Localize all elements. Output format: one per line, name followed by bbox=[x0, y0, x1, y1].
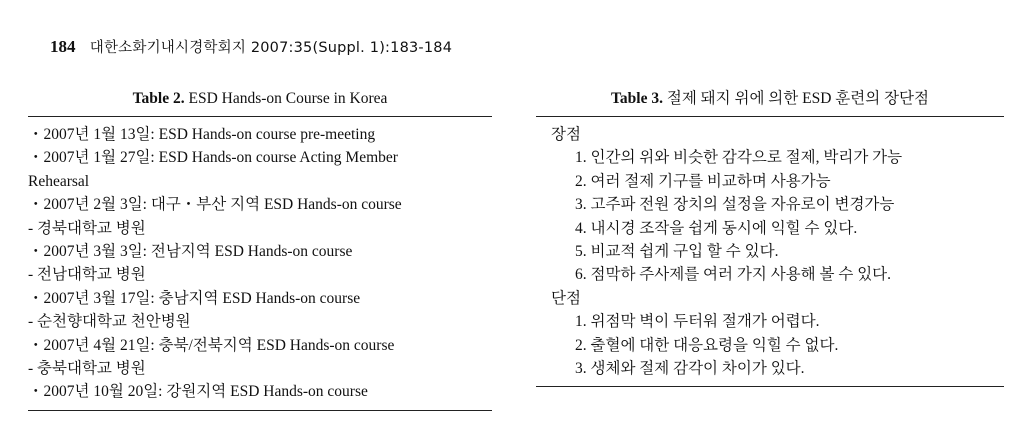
table-2-row: ・2007년 4월 21일: 충북/전북지역 ESD Hands-on course bbox=[28, 336, 395, 354]
pros-item: 2. 여러 절제 기구를 비교하며 사용가능 bbox=[575, 172, 831, 190]
table-3-caption bbox=[536, 88, 1004, 116]
pros-heading: 장점 bbox=[551, 126, 581, 143]
cons-heading: 단점 bbox=[551, 289, 581, 307]
table-2 bbox=[28, 88, 492, 411]
table-2-caption-label: Table 2. bbox=[132, 90, 185, 107]
table-2-row-continuation: Rehearsal bbox=[28, 172, 90, 190]
table-2-row-sub: - 경북대학교 병원 bbox=[28, 219, 146, 237]
pros-item: 1. 인간의 위와 비슷한 감각으로 절제, 박리가 가능 bbox=[575, 149, 903, 167]
cons-item: 2. 출혈에 대한 대응요령을 익힐 수 없다. bbox=[575, 336, 839, 354]
table-3 bbox=[536, 88, 1004, 387]
table-2-caption bbox=[28, 88, 492, 116]
cons-item: 1. 위점막 벽이 두터워 절개가 어렵다. bbox=[575, 313, 820, 331]
row-text-part: ・2007년 1월 27일: ESD Hands-on course Acting Member bbox=[28, 149, 398, 167]
table-2-row-sub: - 순천향대학교 천안병원 bbox=[28, 313, 191, 331]
table-3-body bbox=[536, 117, 1004, 386]
table-2-row-sub: - 충북대학교 병원 bbox=[28, 360, 146, 378]
table-2-row: ・2007년 1월 13일: ESD Hands-on course pre-meeting bbox=[28, 126, 376, 143]
table-3-caption-text: 절제 돼지 위에 의한 ESD 훈련의 장단점 bbox=[662, 90, 929, 107]
page-number: 184 bbox=[50, 37, 76, 56]
pros-item: 6. 점막하 주사제를 여러 가지 사용해 볼 수 있다. bbox=[575, 266, 892, 284]
table-2-row: ・2007년 3월 17일: 충남지역 ESD Hands-on course bbox=[28, 289, 361, 307]
running-header bbox=[50, 36, 452, 57]
table-2-row: ・2007년 2월 3일: 대구・부산 지역 ESD Hands-on course bbox=[28, 196, 402, 214]
table-2-row bbox=[28, 146, 492, 169]
table-2-bottom-rule bbox=[28, 410, 492, 411]
pros-item: 4. 내시경 조작을 쉽게 동시에 익힐 수 있다. bbox=[575, 219, 858, 237]
table-2-row: ・2007년 10월 20일: 강원지역 ESD Hands-on course bbox=[28, 383, 368, 401]
table-2-body bbox=[28, 117, 492, 410]
journal-citation: 대한소화기내시경학회지 2007:35(Suppl. 1):183-184 bbox=[89, 40, 453, 56]
table-3-bottom-rule bbox=[536, 386, 1004, 387]
table-2-row: ・2007년 3월 3일: 전남지역 ESD Hands-on course bbox=[28, 243, 353, 261]
pros-item: 5. 비교적 쉽게 구입 할 수 있다. bbox=[575, 243, 779, 261]
table-2-caption-text: ESD Hands-on Course in Korea bbox=[184, 90, 388, 107]
pros-item: 3. 고주파 전원 장치의 설정을 자유로이 변경가능 bbox=[575, 196, 895, 214]
cons-item: 3. 생체와 절제 감각이 차이가 있다. bbox=[575, 360, 805, 378]
table-3-caption-label: Table 3. bbox=[610, 90, 663, 107]
table-2-row-sub: - 전남대학교 병원 bbox=[28, 266, 146, 284]
